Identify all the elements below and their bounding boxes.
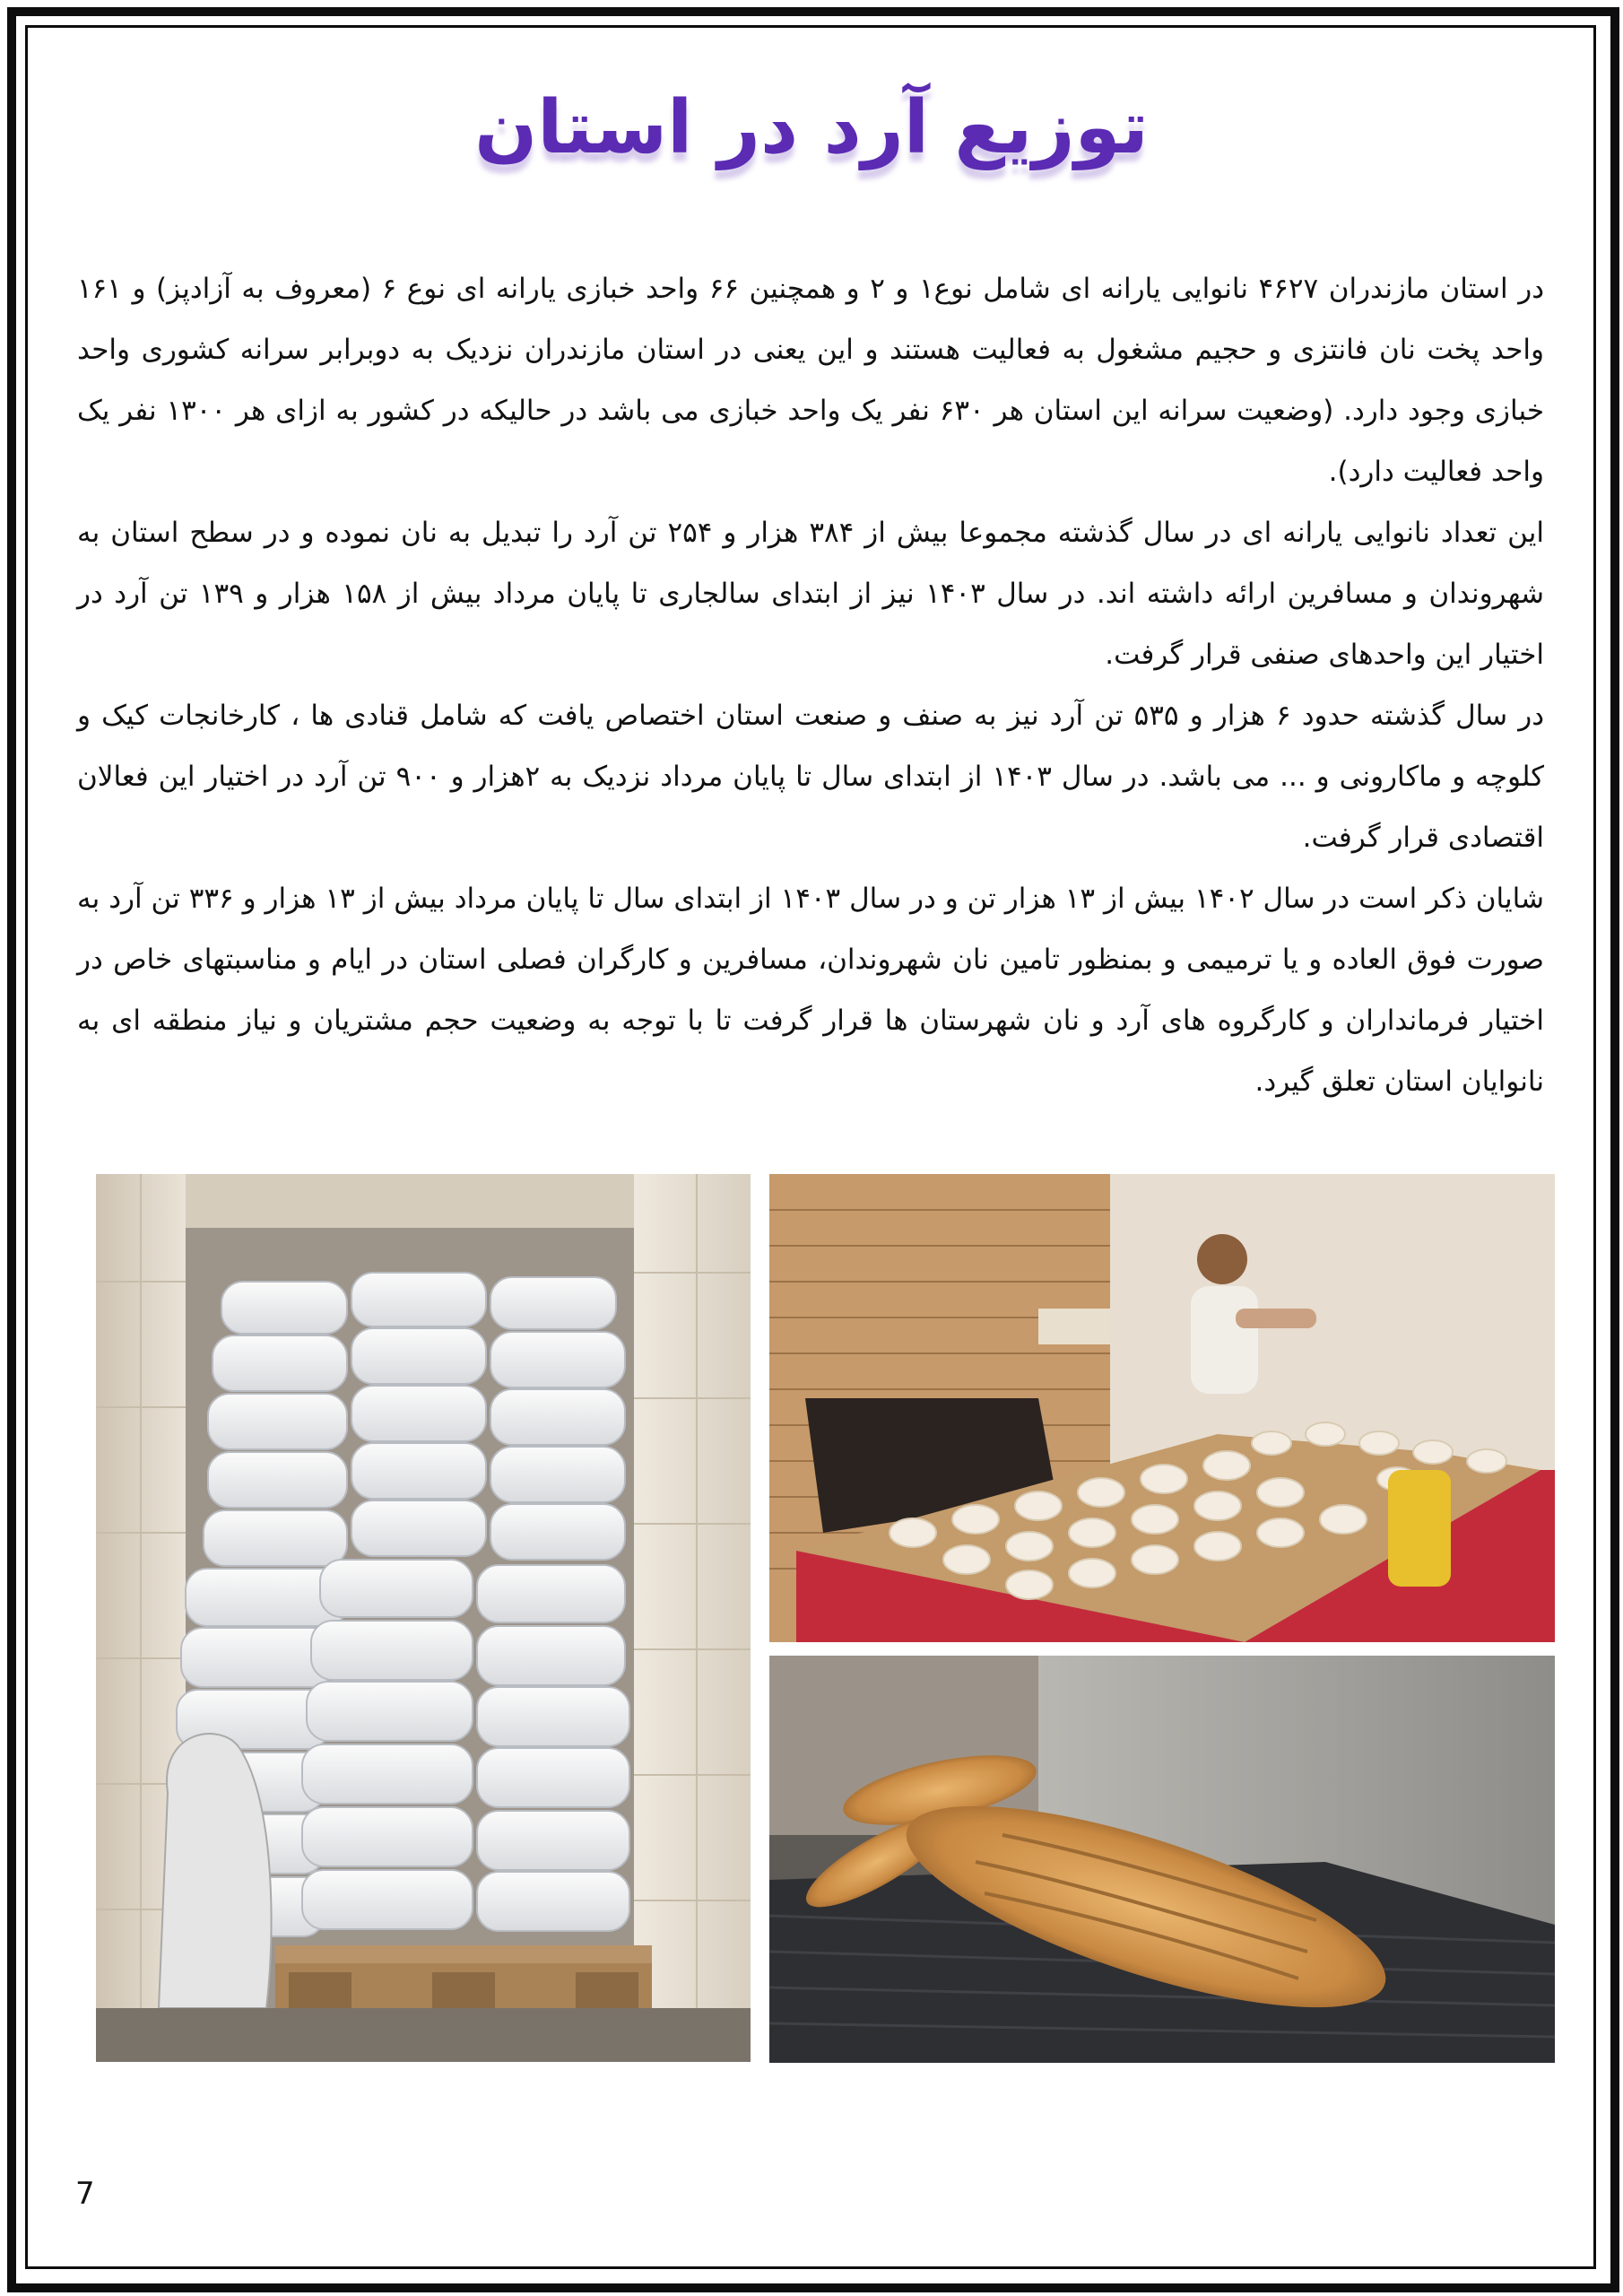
page-number: 7: [75, 2176, 95, 2212]
article-body: [77, 258, 1544, 1112]
flour-sacks-photo: [96, 1174, 751, 2062]
paragraph-3: در سال گذشته حدود ۶ هزار و ۵۳۵ تن آرد نیز به صنف و صنعت استان اختصاص یافت که شامل قنادی ها ، کارخانجات کیک و کلوچه و ماکارونی و ... می باشد. در سال ۱۴۰۳ از ابتدای سال تا پایان مرداد نزدیک به ۲هزار و ۹۰۰ تن آرد در اختیار این فعالان اقتصادی قرار گرفت.: [77, 700, 1545, 854]
paragraph-4: شایان ذکر است در سال ۱۴۰۲ بیش از ۱۳ هزار تن و در سال ۱۴۰۳ از ابتدای سال تا پایان مرداد بیش از ۱۳ هزار و ۳۳۶ تن آرد به صورت فوق العاده و یا ترمیمی و بمنظور تامین نان شهروندان، مسافرین و کارگران فصلی استان در ایام و مناسبتهای خاص در اختیار فرمانداران و کارگروه های آرد و نان شهرستان ها قرار گرفت تا با توجه به وضعیت حجم مشتریان و نیاز منطقه ای به نانوایان استان تعلق گیرد.: [77, 883, 1544, 1098]
baked-bread-photo: [769, 1656, 1555, 2063]
page-title: توزیع آرد در استان: [474, 85, 1149, 170]
paragraph-2: این تعداد نانوایی یارانه ای در سال گذشته مجموعا بیش از ۳۸۴ هزار و ۲۵۴ تن آرد را تبدیل به نان نموده و در سطح استان به شهروندان و مسافرین ارائه داشته اند. در سال ۱۴۰۳ نیز از ابتدای سالجاری تا پایان مرداد بیش از ۱۵۸ هزار و ۱۳۹ تن آرد در اختیار این واحدهای صنفی قرار گرفت.: [77, 517, 1544, 671]
baker-dough-photo: [769, 1174, 1555, 1642]
paragraph-1: در استان مازندران ۴۶۲۷ نانوایی یارانه ای شامل نوع۱ و ۲ و همچنین ۶۶ واحد خبازی یارانه ای نوع ۶ (معروف به آزادپز) و ۱۶۱ واحد پخت نان فانتزی و حجیم مشغول به فعالیت هستند و این یعنی در استان مازندران نزدیک به دوبرابر سرانه کشوری واحد خبازی وجود دارد. (وضعیت سرانه این استان هر ۶۳۰ نفر یک واحد خبازی می باشد در حالیکه در کشور به ازای هر ۱۳۰۰ نفر یک واحد فعالیت دارد).: [77, 273, 1544, 488]
